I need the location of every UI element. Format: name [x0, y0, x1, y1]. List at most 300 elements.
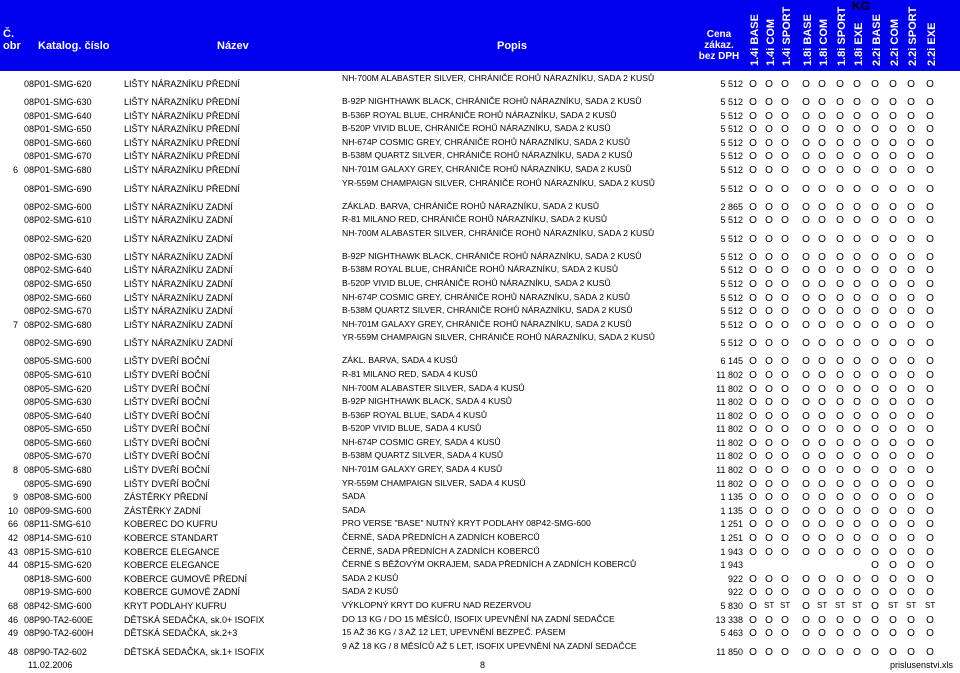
- row-cena: 11 802: [716, 369, 743, 380]
- row-mark: O: [926, 124, 934, 136]
- row-mark: O: [926, 587, 934, 599]
- row-mark: O: [781, 356, 789, 368]
- row-mark: O: [749, 201, 757, 213]
- row-mark: O: [889, 505, 897, 517]
- row-mark: O: [907, 124, 915, 136]
- row-mark: O: [836, 338, 844, 350]
- row-mark: O: [871, 519, 879, 531]
- row-mark: ST: [888, 601, 899, 610]
- row-mark: O: [889, 124, 897, 136]
- row-mark: O: [749, 110, 757, 122]
- row-mark: O: [889, 292, 897, 304]
- row-obr: 9: [12, 492, 18, 503]
- row-mark: O: [871, 137, 879, 149]
- table-row: [0, 396, 960, 410]
- row-katalog: 08P01-SMG-670: [24, 151, 92, 162]
- row-cena: 11 802: [716, 437, 743, 448]
- row-katalog: 08P01-SMG-680: [24, 164, 92, 175]
- row-mark: O: [871, 424, 879, 436]
- row-mark: O: [836, 183, 844, 195]
- row-mark: O: [781, 383, 789, 395]
- row-mark: O: [765, 424, 773, 436]
- row-mark: O: [818, 215, 826, 227]
- row-mark: O: [818, 137, 826, 149]
- table-row: [0, 110, 960, 124]
- row-nazev: LIŠTY NÁRAZNÍKU ZADNÍ: [124, 306, 233, 317]
- row-mark: O: [836, 410, 844, 422]
- row-mark: O: [802, 265, 810, 277]
- row-mark: O: [871, 451, 879, 463]
- row-mark: O: [781, 215, 789, 227]
- row-mark: O: [802, 201, 810, 213]
- row-popis: B-92P NIGHTHAWK BLACK, CHRÁNIČE ROHŮ NÁRAZNÍKU, SADA 2 KUSŮ: [342, 250, 642, 261]
- row-mark: O: [836, 383, 844, 395]
- row-mark: O: [765, 110, 773, 122]
- row-katalog: 08P05-SMG-610: [24, 369, 92, 380]
- row-mark: O: [853, 97, 861, 108]
- row-mark: O: [818, 124, 826, 136]
- row-mark: O: [926, 319, 934, 331]
- row-mark: O: [836, 124, 844, 136]
- row-mark: O: [818, 251, 826, 263]
- row-mark: O: [818, 369, 826, 381]
- row-mark: O: [926, 97, 934, 108]
- row-nazev: DĚTSKÁ SEDAČKA, sk.2+3: [124, 628, 238, 639]
- row-mark: O: [889, 614, 897, 626]
- row-mark: O: [781, 397, 789, 409]
- row-mark: O: [871, 614, 879, 626]
- row-mark: O: [818, 233, 826, 245]
- table-row: [0, 319, 960, 333]
- row-mark: O: [749, 451, 757, 463]
- row-katalog: 08P05-SMG-620: [24, 383, 92, 394]
- row-mark: O: [802, 369, 810, 381]
- row-mark: O: [926, 451, 934, 463]
- row-katalog: 08P90-TA2-602: [24, 646, 87, 657]
- row-mark: O: [802, 292, 810, 304]
- row-mark: O: [926, 201, 934, 213]
- row-mark: O: [926, 137, 934, 149]
- row-nazev: LIŠTY DVEŘÍ BOČNÍ: [124, 410, 210, 421]
- row-popis: NH-701M GALAXY GREY, SADA 4 KUSŮ: [342, 464, 503, 475]
- row-katalog: 08P90-TA2-600E: [24, 614, 93, 625]
- row-mark: O: [836, 306, 844, 318]
- row-mark: O: [907, 492, 915, 504]
- row-katalog: 08P05-SMG-640: [24, 410, 92, 421]
- row-mark: O: [853, 492, 861, 504]
- row-mark: O: [765, 369, 773, 381]
- header-variant: 1.4i SPORT: [781, 6, 793, 66]
- row-mark: O: [926, 265, 934, 277]
- row-mark: O: [853, 369, 861, 381]
- row-mark: ST: [925, 601, 936, 610]
- row-cena: 11 850: [716, 646, 743, 657]
- row-mark: O: [889, 278, 897, 290]
- footer-page: 8: [480, 660, 486, 670]
- row-mark: O: [781, 97, 789, 108]
- row-mark: O: [853, 397, 861, 409]
- row-mark: O: [853, 410, 861, 422]
- row-mark: O: [853, 233, 861, 245]
- row-katalog: 08P05-SMG-600: [24, 356, 92, 367]
- row-mark: O: [926, 338, 934, 350]
- row-katalog: 08P02-SMG-610: [24, 215, 92, 226]
- row-mark: O: [926, 292, 934, 304]
- table-row: [0, 573, 960, 587]
- row-mark: O: [749, 251, 757, 263]
- row-mark: O: [765, 151, 773, 163]
- row-mark: O: [765, 201, 773, 213]
- row-mark: O: [781, 492, 789, 504]
- row-mark: O: [802, 79, 810, 90]
- row-nazev: ZÁSTĚRKY ZADNÍ: [124, 505, 201, 516]
- table-row: [0, 201, 960, 215]
- row-mark: O: [818, 97, 826, 108]
- row-mark: O: [853, 137, 861, 149]
- row-nazev: KOBERCE GUMOVÉ ZADNÍ: [124, 587, 241, 598]
- row-mark: O: [926, 356, 934, 368]
- row-popis: YR-559M CHAMPAIGN SILVER, SADA 4 KUSŮ: [342, 477, 526, 488]
- row-katalog: 08P02-SMG-670: [24, 306, 92, 317]
- row-mark: O: [853, 437, 861, 449]
- row-mark: O: [818, 292, 826, 304]
- row-nazev: LIŠTY NÁRAZNÍKU ZADNÍ: [124, 278, 233, 289]
- table-row: [0, 278, 960, 292]
- row-popis: NH-700M ALABASTER SILVER, SADA 4 KUSŮ: [342, 382, 525, 393]
- row-nazev: LIŠTY DVEŘÍ BOČNÍ: [124, 383, 210, 394]
- row-mark: O: [781, 233, 789, 245]
- row-obr: 49: [7, 628, 18, 639]
- row-obr: 8: [12, 465, 18, 476]
- row-mark: O: [926, 628, 934, 640]
- row-mark: O: [781, 573, 789, 585]
- table-row: [0, 532, 960, 546]
- row-mark: O: [836, 437, 844, 449]
- row-mark: O: [749, 319, 757, 331]
- row-mark: O: [781, 306, 789, 318]
- row-mark: O: [765, 251, 773, 263]
- row-mark: O: [802, 587, 810, 599]
- table-row: [0, 178, 960, 201]
- row-mark: O: [818, 478, 826, 490]
- row-katalog: 08P02-SMG-680: [24, 319, 92, 330]
- row-mark: O: [836, 356, 844, 368]
- row-nazev: LIŠTY DVEŘÍ BOČNÍ: [124, 356, 210, 367]
- row-popis: 9 AŽ 18 KG / 8 MĚSÍCŮ AŽ 5 LET, ISOFIX UPEVNĚNÍ NA ZADNÍ SEDAČCE: [342, 640, 637, 651]
- row-mark: O: [749, 233, 757, 245]
- table-row: [0, 600, 960, 614]
- row-mark: O: [889, 492, 897, 504]
- row-mark: O: [749, 573, 757, 585]
- row-katalog: 08P08-SMG-600: [24, 492, 92, 503]
- row-mark: O: [781, 265, 789, 277]
- row-mark: O: [781, 646, 789, 658]
- row-mark: O: [765, 646, 773, 658]
- row-cena: 5 512: [720, 151, 743, 162]
- row-mark: O: [907, 164, 915, 176]
- row-mark: O: [749, 356, 757, 368]
- row-katalog: 08P05-SMG-630: [24, 397, 92, 408]
- row-mark: O: [749, 478, 757, 490]
- table-row: [0, 123, 960, 137]
- row-cena: 11 802: [716, 424, 743, 435]
- row-mark: O: [802, 124, 810, 136]
- row-mark: O: [926, 383, 934, 395]
- row-mark: O: [781, 110, 789, 122]
- row-mark: O: [802, 546, 810, 558]
- row-mark: O: [907, 465, 915, 477]
- row-popis: ČERNÉ, SADA PŘEDNÍCH A ZADNÍCH KOBERCŮ: [342, 532, 540, 543]
- row-mark: ST: [780, 601, 791, 610]
- row-nazev: LIŠTY NÁRAZNÍKU ZADNÍ: [124, 319, 233, 330]
- row-mark: O: [818, 164, 826, 176]
- row-popis: NH-700M ALABASTER SILVER, CHRÁNIČE ROHŮ NÁRAZNÍKU, SADA 2 KUSŮ: [342, 73, 655, 83]
- row-mark: O: [926, 519, 934, 531]
- footer-date: 11.02.2006: [28, 660, 73, 670]
- row-mark: O: [871, 560, 879, 572]
- row-mark: O: [907, 137, 915, 149]
- row-mark: O: [853, 292, 861, 304]
- row-katalog: 08P19-SMG-600: [24, 587, 92, 598]
- row-popis: YR-559M CHAMPAIGN SILVER, CHRÁNIČE ROHŮ NÁRAZNÍKU, SADA 2 KUSŮ: [342, 332, 655, 343]
- row-mark: O: [802, 306, 810, 318]
- row-popis: B-520P VIVID BLUE, CHRÁNIČE ROHŮ NÁRAZNÍKU, SADA 2 KUSŮ: [342, 277, 611, 288]
- row-mark: O: [749, 183, 757, 195]
- row-mark: O: [836, 137, 844, 149]
- row-mark: O: [889, 251, 897, 263]
- row-mark: ST: [906, 601, 917, 610]
- row-mark: O: [802, 338, 810, 350]
- row-mark: O: [802, 151, 810, 163]
- row-mark: O: [926, 251, 934, 263]
- row-cena: 5 830: [720, 601, 743, 611]
- row-mark: O: [765, 397, 773, 409]
- row-mark: O: [781, 519, 789, 531]
- row-mark: O: [749, 397, 757, 409]
- row-mark: O: [907, 614, 915, 626]
- row-katalog: 08P90-TA2-600H: [24, 628, 94, 639]
- row-nazev: LIŠTY DVEŘÍ BOČNÍ: [124, 369, 210, 380]
- table-row: [0, 559, 960, 573]
- row-mark: O: [765, 546, 773, 558]
- row-katalog: 08P05-SMG-680: [24, 465, 92, 476]
- row-nazev: LIŠTY NÁRAZNÍKU PŘEDNÍ: [124, 164, 240, 175]
- row-katalog: 08P01-SMG-640: [24, 110, 92, 121]
- row-nazev: LIŠTY DVEŘÍ BOČNÍ: [124, 465, 210, 476]
- row-nazev: LIŠTY NÁRAZNÍKU ZADNÍ: [124, 292, 233, 303]
- row-mark: O: [889, 201, 897, 213]
- row-mark: O: [871, 437, 879, 449]
- row-mark: O: [802, 183, 810, 195]
- row-popis: B-536P ROYAL BLUE, CHRÁNIČE ROHŮ NÁRAZNÍKU, SADA 2 KUSŮ: [342, 109, 617, 120]
- table-row: [0, 264, 960, 278]
- row-mark: O: [907, 628, 915, 640]
- row-mark: O: [889, 628, 897, 640]
- row-mark: O: [802, 628, 810, 640]
- row-mark: O: [926, 646, 934, 658]
- row-mark: O: [836, 201, 844, 213]
- row-mark: O: [765, 164, 773, 176]
- row-mark: O: [765, 505, 773, 517]
- row-obr: 43: [7, 546, 18, 557]
- row-mark: O: [889, 110, 897, 122]
- row-popis: R-81 MILANO RED, CHRÁNIČE ROHŮ NÁRAZNÍKU, SADA 2 KUSŮ: [342, 214, 608, 225]
- row-mark: O: [907, 338, 915, 350]
- row-obr: 44: [7, 560, 18, 571]
- row-mark: O: [749, 628, 757, 640]
- row-mark: O: [889, 424, 897, 436]
- row-mark: O: [853, 465, 861, 477]
- row-katalog: 08P05-SMG-690: [24, 478, 92, 489]
- row-mark: O: [926, 492, 934, 504]
- row-mark: O: [802, 437, 810, 449]
- row-mark: O: [765, 265, 773, 277]
- row-mark: O: [749, 437, 757, 449]
- row-mark: O: [781, 124, 789, 136]
- row-mark: O: [907, 251, 915, 263]
- row-mark: O: [871, 110, 879, 122]
- row-katalog: 08P02-SMG-630: [24, 251, 92, 262]
- row-mark: O: [818, 356, 826, 368]
- row-mark: O: [926, 546, 934, 558]
- row-cena: 11 802: [716, 410, 743, 421]
- row-mark: O: [907, 560, 915, 572]
- row-mark: O: [749, 424, 757, 436]
- row-mark: O: [871, 278, 879, 290]
- row-mark: O: [836, 614, 844, 626]
- row-mark: O: [871, 383, 879, 395]
- row-mark: O: [871, 465, 879, 477]
- row-mark: O: [749, 124, 757, 136]
- row-mark: O: [765, 183, 773, 195]
- row-mark: O: [871, 533, 879, 545]
- row-mark: O: [926, 215, 934, 227]
- row-mark: O: [853, 573, 861, 585]
- row-mark: O: [889, 646, 897, 658]
- row-mark: O: [836, 451, 844, 463]
- row-mark: O: [781, 292, 789, 304]
- row-mark: O: [907, 451, 915, 463]
- row-mark: O: [836, 533, 844, 545]
- header-variant: 1.8i EXE: [853, 22, 865, 66]
- row-nazev: LIŠTY DVEŘÍ BOČNÍ: [124, 451, 210, 462]
- row-nazev: LIŠTY NÁRAZNÍKU PŘEDNÍ: [124, 151, 240, 162]
- row-mark: O: [802, 110, 810, 122]
- row-nazev: LIŠTY NÁRAZNÍKU ZADNÍ: [124, 265, 233, 276]
- row-mark: O: [802, 519, 810, 531]
- row-mark: O: [871, 397, 879, 409]
- row-mark: O: [836, 369, 844, 381]
- row-mark: O: [765, 319, 773, 331]
- row-mark: O: [836, 646, 844, 658]
- row-mark: O: [781, 319, 789, 331]
- row-mark: O: [853, 614, 861, 626]
- row-mark: O: [802, 492, 810, 504]
- table-row: [0, 614, 960, 628]
- row-mark: O: [749, 646, 757, 658]
- row-mark: O: [749, 533, 757, 545]
- row-mark: O: [765, 465, 773, 477]
- row-mark: O: [765, 478, 773, 490]
- row-popis: NH-701M GALAXY GREY, CHRÁNIČE ROHŮ NÁRAZNÍKU, SADA 2 KUSŮ: [342, 318, 632, 329]
- row-mark: O: [802, 397, 810, 409]
- row-mark: O: [907, 292, 915, 304]
- row-mark: O: [765, 437, 773, 449]
- header-variant: 2.2i EXE: [926, 22, 938, 66]
- row-mark: O: [853, 251, 861, 263]
- row-mark: O: [889, 546, 897, 558]
- row-mark: ST: [817, 601, 828, 610]
- row-mark: O: [926, 573, 934, 585]
- row-mark: O: [781, 137, 789, 149]
- row-mark: O: [889, 397, 897, 409]
- row-mark: O: [836, 292, 844, 304]
- table-row: [0, 332, 960, 355]
- row-mark: O: [871, 319, 879, 331]
- row-mark: O: [907, 383, 915, 395]
- row-mark: O: [781, 437, 789, 449]
- row-mark: ST: [835, 601, 846, 610]
- row-mark: O: [907, 587, 915, 599]
- row-cena: 1 135: [720, 492, 743, 503]
- row-mark: O: [749, 278, 757, 290]
- row-mark: O: [853, 356, 861, 368]
- row-mark: O: [907, 110, 915, 122]
- row-mark: O: [836, 465, 844, 477]
- row-mark: O: [836, 151, 844, 163]
- row-cena: 922: [727, 587, 743, 598]
- row-mark: O: [871, 306, 879, 318]
- table-row: [0, 546, 960, 560]
- row-mark: O: [836, 628, 844, 640]
- row-mark: O: [765, 79, 773, 90]
- row-mark: O: [853, 183, 861, 195]
- row-mark: O: [889, 383, 897, 395]
- row-popis: B-536P ROYAL BLUE, SADA 4 KUSŮ: [342, 409, 488, 420]
- row-nazev: LIŠTY NÁRAZNÍKU PŘEDNÍ: [124, 124, 240, 135]
- row-nazev: LIŠTY NÁRAZNÍKU PŘEDNÍ: [124, 110, 240, 121]
- row-mark: O: [926, 410, 934, 422]
- table-row: [0, 423, 960, 437]
- row-obr: 6: [12, 164, 18, 175]
- table-row: [0, 383, 960, 397]
- row-mark: O: [818, 306, 826, 318]
- row-popis: NH-674P COSMIC GREY, CHRÁNIČE ROHŮ NÁRAZNÍKU, SADA 2 KUSŮ: [342, 136, 631, 147]
- row-mark: O: [818, 410, 826, 422]
- row-mark: O: [818, 424, 826, 436]
- row-mark: O: [836, 546, 844, 558]
- header-variant: 1.8i BASE: [802, 14, 814, 66]
- row-mark: O: [907, 546, 915, 558]
- row-mark: O: [871, 478, 879, 490]
- row-mark: O: [818, 201, 826, 213]
- row-mark: O: [871, 356, 879, 368]
- row-mark: O: [781, 546, 789, 558]
- table-row: [0, 305, 960, 319]
- row-katalog: 08P01-SMG-620: [24, 79, 92, 89]
- row-mark: O: [802, 465, 810, 477]
- row-mark: O: [907, 533, 915, 545]
- row-nazev: LIŠTY NÁRAZNÍKU ZADNÍ: [124, 201, 233, 212]
- row-cena: 5 512: [720, 306, 743, 317]
- header-variant: 2.2i COM: [889, 18, 901, 66]
- row-mark: O: [889, 437, 897, 449]
- table-row: [0, 369, 960, 383]
- row-popis: B-538M QUARTZ SILVER, SADA 4 KUSŮ: [342, 450, 504, 461]
- row-mark: O: [749, 587, 757, 599]
- row-mark: O: [871, 369, 879, 381]
- row-mark: O: [749, 465, 757, 477]
